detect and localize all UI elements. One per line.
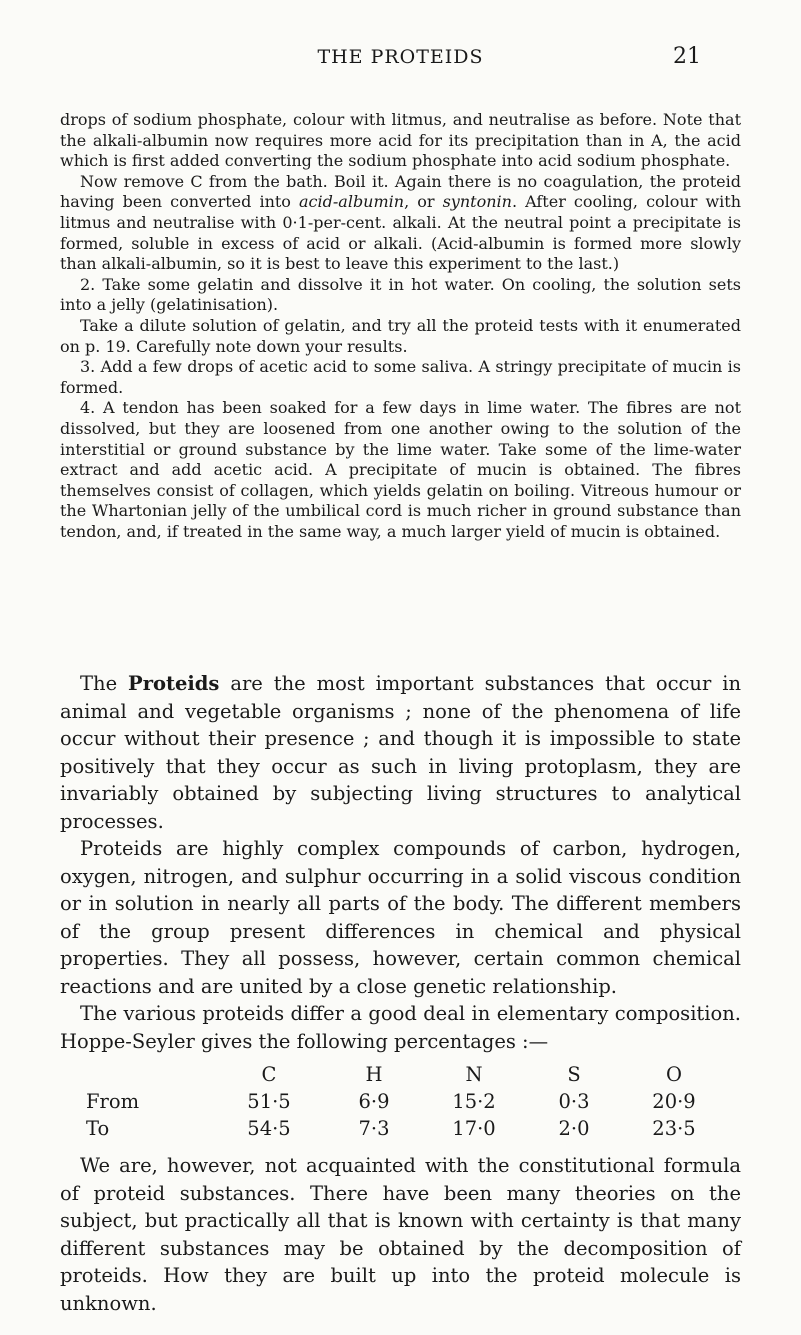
practical-exercises-section bbox=[60, 110, 741, 542]
paragraph-proteids-composition: Proteids are highly complex compounds of carbon, hydrogen, oxygen, nitrogen, and sulphur occurring in a solid viscous condition or in solution in nearly all parts of the body. The different members of the group present differences in chemical and physical properties. They all possess, however, certain common chemical reactions and are united by a close genetic relationship. bbox=[60, 837, 741, 998]
term-proteids: Proteids bbox=[128, 672, 220, 695]
header-s: S bbox=[567, 1063, 581, 1086]
table-row bbox=[60, 1115, 724, 1142]
table-corner bbox=[60, 1061, 214, 1088]
composition-table-wrap bbox=[60, 1061, 741, 1142]
table-cell: 7·3 bbox=[358, 1117, 390, 1140]
text-run: . After cooling, colour with litmus and neutralise with 0·1-per-cent. alkali. At the neutral point a precipitate is formed, soluble in excess of acid or alkali. (Acid-albumin is formed more slowly than alkali-albumin, so it is best to leave this experiment to the last.) bbox=[60, 192, 741, 274]
table-header-row bbox=[60, 1061, 724, 1088]
table-cell: 2·0 bbox=[558, 1117, 590, 1140]
paragraph-elementary-composition: The various proteids differ a good deal in elementary composition. Hoppe-Seyler gives the following percentages :— bbox=[60, 1002, 741, 1053]
text-run: are the most important substances that occur in animal and vegetable organisms ; none of the phenomena of life occur without their presence ; and though it is impossible to state positively that they occur as such in living protoplasm, they are invariably obtained by subjecting living structures to analytical processes. bbox=[60, 672, 742, 833]
paragraph-saliva-mucin: 3. Add a few drops of acetic acid to some saliva. A stringy precipitate of mucin is formed. bbox=[60, 357, 741, 397]
paragraph-proteids-intro bbox=[60, 670, 741, 835]
table-cell: 20·9 bbox=[652, 1090, 696, 1113]
composition-table bbox=[60, 1061, 724, 1142]
paragraph-gelatin-tests: Take a dilute solution of gelatin, and try all the proteid tests with it enumerated on p. 19. Carefully note down your results. bbox=[60, 315, 741, 356]
header-c: C bbox=[261, 1063, 277, 1086]
table-cell: 0·3 bbox=[558, 1090, 590, 1113]
term-acid-albumin: acid-albumin bbox=[299, 192, 405, 212]
table-cell: 15·2 bbox=[452, 1090, 496, 1113]
running-title: THE PROTEIDS bbox=[317, 46, 484, 68]
paragraph-gelatin-jelly: 2. Take some gelatin and dissolve it in hot water. On cooling, the solution sets into a jelly (gelatinisation). bbox=[60, 274, 741, 315]
running-head bbox=[0, 44, 801, 74]
table-cell: 51·5 bbox=[247, 1090, 291, 1113]
table-cell: 17·0 bbox=[452, 1117, 496, 1140]
row-label: To bbox=[86, 1117, 110, 1140]
text-run: Now remove C from the bath. Boil it. Again there is no coagulation, the proteid having been converted into bbox=[60, 171, 741, 212]
text-run: , or bbox=[404, 192, 443, 212]
header-h: H bbox=[365, 1063, 383, 1086]
paragraph-constitutional-formula: We are, however, not acquainted with the constitutional formula of proteid substances. There have been many theories on the subject, but practically all that is known with certainty is that many different substances may be obtained by the decomposition of proteids. How they are built up into the proteid molecule is unknown. bbox=[60, 1154, 741, 1315]
row-label: From bbox=[86, 1090, 140, 1113]
paragraph-sodium-phosphate: drops of sodium phosphate, colour with litmus, and neutralise as before. Note that the alkali-albumin now requires more acid for its precipitation than in A, the acid which is first added converting the sodium phosphate into acid sodium phosphate. bbox=[60, 110, 741, 171]
header-n: N bbox=[465, 1063, 483, 1086]
table-cell: 23·5 bbox=[652, 1117, 696, 1140]
paragraph-acid-albumin bbox=[60, 172, 741, 275]
term-syntonin: syntonin bbox=[442, 192, 512, 212]
paragraph-tendon: 4. A tendon has been soaked for a few days in lime water. The fibres are not dissolved, but they are loosened from one another owing to the solution of the interstitial or ground substance by the lime water. Take some of the lime-water extract and add acetic acid. A precipitate of mucin is obtained. The fibres themselves consist of collagen, which yields gelatin on boiling. Vitreous humour or the Whartonian jelly of the umbilical cord is much richer in ground substance than tendon, and, if treated in the same way, a much larger yield of mucin is obtained. bbox=[60, 398, 741, 541]
page-number: 21 bbox=[673, 44, 701, 69]
header-o: O bbox=[666, 1063, 682, 1086]
table-cell: 54·5 bbox=[247, 1117, 291, 1140]
table-row bbox=[60, 1088, 724, 1115]
table-cell: 6·9 bbox=[358, 1090, 390, 1113]
text-run: The bbox=[80, 672, 129, 695]
proteids-section bbox=[60, 670, 741, 1317]
